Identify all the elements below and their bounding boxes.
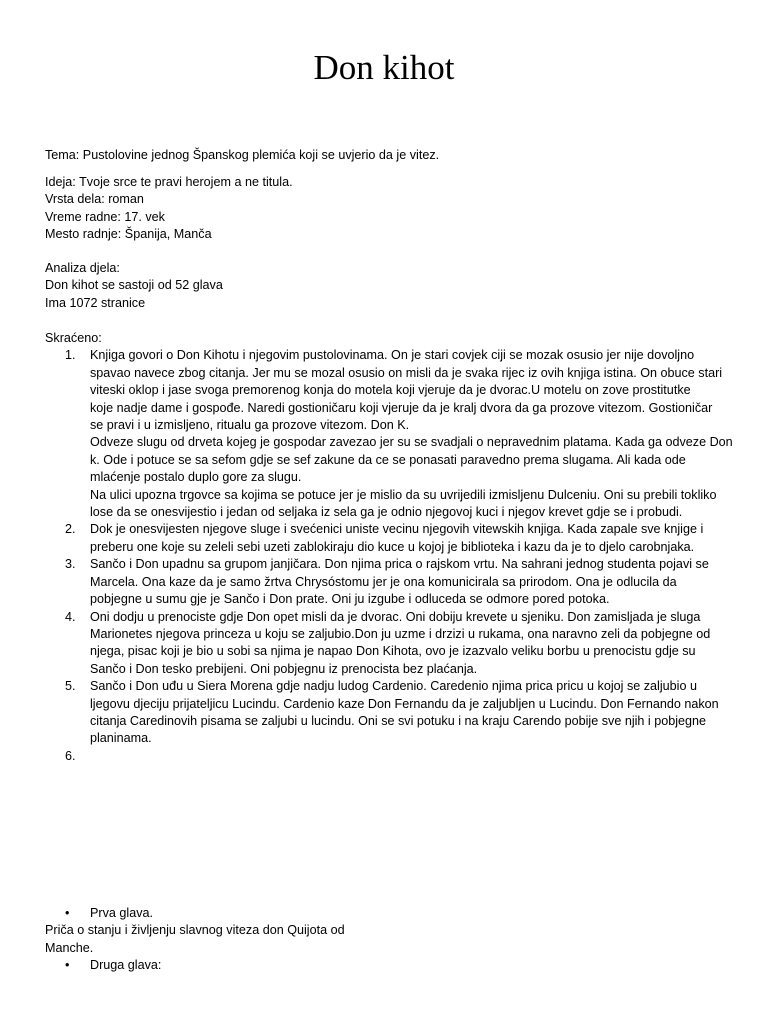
item-line: njega, pisac koji je bio u sobi sa njima je napao Don Kihota, ovo je izazvalo veliku borbu u prenocistu gdje su (90, 644, 696, 659)
item-line: viteski oklop i jase svoga premorenog konja do motela koji vjeruje da je dvorac.U motelu on zove prostitutke (90, 383, 691, 398)
summary-item-1 (45, 347, 733, 521)
chapter-title-1: Prva glava. (90, 906, 153, 920)
summary-item-5 (45, 678, 725, 748)
item-line: koje nadje dame i gospođe. Naredi gostioničaru koji vjeruje da je kralj dvora da ga prozove vitezom. Gostioničar (90, 400, 713, 415)
meta-block (45, 174, 725, 244)
item-line: ljegovu djeciju prijateljicu Lucindu. Cardenio kaze Don Fernandu da je zaljubljen u Lucindu. Don Fernando nakon (90, 696, 719, 711)
item-line: Marcela. Ona kaze da je samo žrtva Chrysóstomu jer je ona komunicirala sa prirodom. Ona je odlucila da (90, 574, 677, 589)
item-line: se pravi i u izmisljeno, ritualu ga prozove vitezom. Don K. (90, 418, 410, 433)
item-line: Na ulici upozna trgovce sa kojima se potuce jer je mislio da su uvrijedili izmisljenu Dulceniu. Oni su prebili tokliko (90, 487, 717, 502)
summary-item-3 (45, 556, 725, 608)
document-title: Don kihot (313, 48, 455, 87)
meta-vrsta: Vrsta dela: roman (45, 192, 144, 207)
item-line: planinama. (90, 731, 152, 746)
analysis-heading: Analiza djela: (45, 261, 120, 275)
bullet-icon: • (65, 958, 70, 973)
item-line: Knjiga govori o Don Kihotu i njegovim pustolovinama. On je stari covjek ciji se mozak osusio jer nije dovoljno (90, 348, 695, 363)
item-line: Sančo i Don uđu u Siera Morena gdje nadju ludog Cardenio. Caredenio njima prica pricu u kojoj se zaljubio u (90, 679, 697, 694)
summary-heading: Skraćeno: (45, 331, 102, 345)
item-line: Dok je onesvijesten njegove sluge i svećenici uniste vecinu njegovih vitewskih knjiga. Kada zapale sve knjige i (90, 522, 704, 537)
item-line: Marionetes njegova princeza u koju se zaljubio.Don ju uzme i drzizi u rukama, ona naravno zeli da pobjegne od (90, 626, 711, 641)
list-number: 2. (65, 522, 76, 537)
summary-item-6 (45, 748, 725, 765)
list-number: 3. (65, 557, 76, 572)
list-number: 1. (65, 348, 76, 363)
chapter-list-1 (45, 905, 725, 922)
item-line: pobjegne u sumu gje je Sančo i Don prate. Oni ju izgube i odluceda se odmore pored potoka. (90, 592, 610, 607)
chapter-bullet-1 (45, 905, 725, 922)
item-line: Odveze slugu od drveta kojeg je gospodar zavezao jer su se svadjali o nepravednim platama. Kada ga odveze Don (90, 435, 733, 450)
analysis-pages: Ima 1072 stranice (45, 295, 146, 310)
item-line (90, 748, 725, 765)
item-line: mlaćenje postalo duplo gore za slugu. (90, 470, 302, 485)
summary-item-4 (45, 609, 725, 679)
summary-block (45, 330, 733, 765)
item-line: preberu one koje su zeleli sebi uzeti zablokiraju dio kuce u kojoj je biblioteka i kazu da je to djelo carobnjaka. (90, 539, 695, 554)
meta-ideja: Ideja: Tvoje srce te pravi herojem a ne titula. (45, 175, 293, 189)
topic-line (45, 147, 725, 164)
story-line: Manche. (45, 940, 94, 955)
chapter-bullet-2 (45, 957, 725, 974)
meta-mesto: Mesto radnje: Španija, Manča (45, 227, 212, 242)
meta-vreme: Vreme radne: 17. vek (45, 209, 165, 224)
item-line: k. Ode i potuce se sa sefom gdje se sef zakune da ce se ponasati paravedno prema slugama. Ali kada ode (90, 452, 686, 467)
item-line: Sančo i Don upadnu sa grupom janjičara. Don njima prica o rajskom vrtu. Na sahrani jednog studenta pojavi se (90, 557, 709, 572)
item-line: spavao navece zbog citanja. Jer mu se mozal osusio on misli da je svaka rijec iz ovih knjiga istina. On obuce stari (90, 365, 723, 380)
list-number: 5. (65, 679, 76, 694)
chapter-title-2: Druga glava: (90, 958, 162, 973)
list-number: 4. (65, 609, 76, 624)
item-line: Sančo i Don tesko prebijeni. Oni pobjegnu iz prenocista bez plaćanja. (90, 661, 478, 676)
bullet-icon: • (65, 906, 70, 920)
list-number: 6. (65, 748, 76, 763)
summary-list (45, 347, 733, 765)
analysis-chapters: Don kihot se sastoji od 52 glava (45, 278, 223, 293)
story-line: Priča o stanju i življenju slavnog viteza don Quijota od (45, 923, 345, 938)
chapters-block (45, 905, 725, 975)
item-line: Oni dodju u prenociste gdje Don opet misli da je dvorac. Oni dobiju krevete u sjeniku. Don zamisljada je sluga (90, 609, 701, 624)
analysis-block (45, 260, 725, 312)
summary-item-2 (45, 521, 725, 556)
item-line: lose da se onesvijestio i jedan od seljaka iz sela ga je odnio njegovoj kuci i njegov krevet gdje se i probudi. (90, 505, 683, 520)
item-line: citanja Caredinovih pisama se zaljubi u lucindu. Oni se svi potuku i na kraju Carendo pobije sve njih i pobjegne (90, 713, 707, 728)
tema-text: Tema: Pustolovine jednog Španskog plemića koji se uvjerio da je vitez. (45, 148, 440, 162)
chapter-list-2 (45, 957, 725, 974)
